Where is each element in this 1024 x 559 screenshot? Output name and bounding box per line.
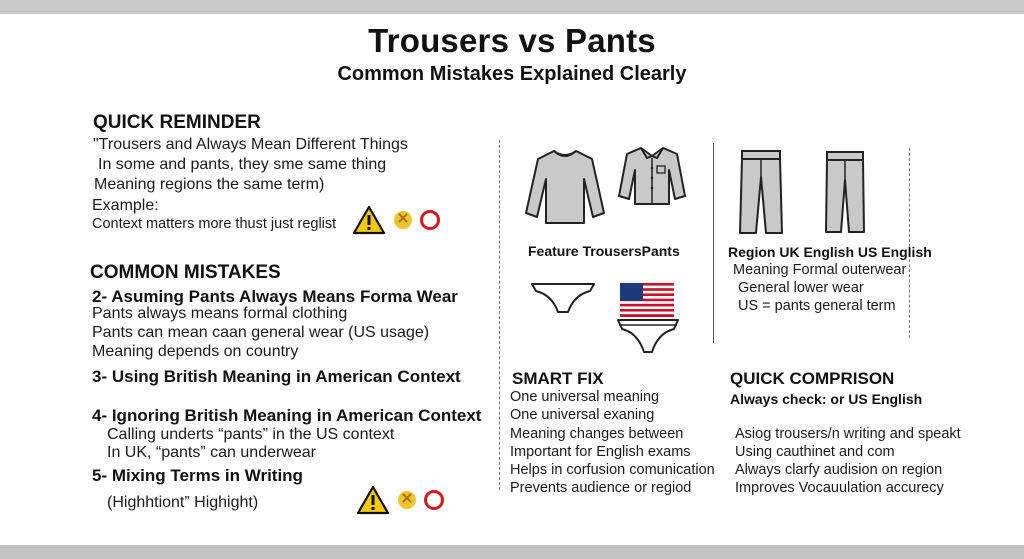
red-ring-icon	[424, 490, 444, 510]
divider-right	[909, 148, 910, 338]
region-line: US = pants general term	[738, 298, 896, 314]
mistake-3-title: 3- Using British Meaning in American Context	[92, 367, 461, 386]
smart-fix-line: One universal meaning	[510, 389, 660, 405]
mistake-4-title: 4- Ignoring British Meaning in American Context	[92, 406, 482, 425]
shirt-icon	[617, 144, 687, 206]
red-ring-icon	[420, 210, 440, 230]
quick-comparison-subheading: Always check: or US English	[730, 391, 923, 407]
smart-fix-heading: SMART FIX	[512, 369, 604, 388]
trousers-icon	[822, 150, 868, 236]
comparison-line: Improves Vocauulation accurecy	[735, 480, 944, 496]
mistake-5-note: (Highhtiont” Highight)	[107, 494, 259, 511]
smart-fix-line: Prevents audience or regiod	[510, 480, 692, 496]
smart-fix-line: Important for English exams	[510, 444, 691, 460]
comparison-line: Asiog trousers/n writing and speakt	[735, 426, 961, 442]
mistake-5-title: 5- Mixing Terms in Writing	[92, 466, 303, 485]
page-subtitle: Common Mistakes Explained Clearly	[337, 63, 687, 85]
mistake-2-line: Meaning depends on country	[92, 343, 299, 360]
x-circle-icon	[394, 211, 412, 229]
mistake-2-line: Pants always means formal clothing	[92, 305, 348, 322]
region-line: Meaning Formal outerwear	[733, 262, 907, 278]
mistake-2-title: 2- Asuming Pants Always Means Forma Wear	[92, 287, 458, 306]
us-flag-icon	[620, 283, 674, 317]
divider-left	[499, 140, 500, 490]
reminder-line: "Trousers and Always Mean Different Things	[93, 136, 408, 153]
reminder-line: Meaning regions the same term)	[94, 176, 325, 193]
warning-triangle-icon	[356, 485, 390, 515]
reminder-line: In some and pants, they sme same thing	[98, 156, 387, 173]
x-circle-icon	[398, 491, 416, 509]
region-line: General lower wear	[738, 280, 864, 296]
region-label: Region UK English US English	[728, 244, 932, 260]
divider-middle	[713, 143, 714, 343]
smart-fix-line: Helps in corfusion comunication	[510, 462, 715, 478]
smart-fix-line: Meaning changes between	[510, 426, 684, 442]
quick-reminder-heading: QUICK REMINDER	[93, 112, 261, 133]
comparison-line: Always clarfy audision on region	[735, 462, 943, 478]
reminder-icons	[352, 205, 440, 235]
feature-label: Feature TrousersPants	[528, 243, 680, 259]
quick-comparison-heading: QUICK COMPRISON	[730, 369, 895, 388]
briefs-icon	[530, 281, 596, 315]
example-text: Context matters more thust just reglist	[92, 216, 337, 232]
trousers-icon	[738, 149, 784, 237]
bottom-border	[0, 545, 1024, 559]
mistake-4-line: In UK, “pants” can underwear	[107, 444, 316, 461]
mistake-icons	[356, 485, 444, 515]
common-mistakes-heading: COMMON MISTAKES	[90, 262, 281, 283]
mistake-2-line: Pants can mean caan general wear (US usage)	[92, 324, 430, 341]
briefs-icon	[616, 317, 680, 355]
smart-fix-line: One universal exaning	[510, 407, 655, 423]
warning-triangle-icon	[352, 205, 386, 235]
page-title: Trousers vs Pants	[368, 22, 656, 59]
sweater-icon	[524, 147, 606, 225]
mistake-4-line: Calling underts “pants” in the US context	[107, 426, 395, 443]
example-label: Example:	[92, 197, 159, 214]
comparison-line: Using cauthinet and com	[735, 444, 895, 460]
